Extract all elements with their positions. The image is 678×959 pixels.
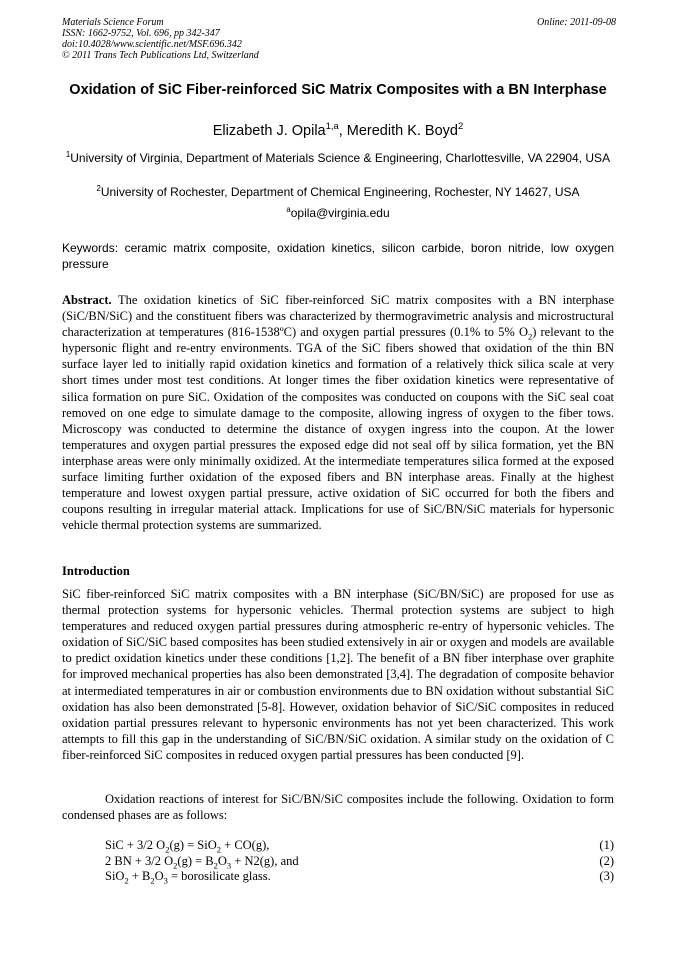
subscript: 2 <box>173 860 178 871</box>
equation-text: 2 BN + 3/2 O <box>105 854 174 868</box>
subscript: 2 <box>216 844 222 855</box>
email-mark: a <box>286 205 291 214</box>
equation-number: (2) <box>599 854 614 868</box>
email-address[interactable]: opila@virginia.edu <box>290 206 390 220</box>
equation-2 <box>105 854 614 869</box>
copyright-line: © 2011 Trans Tech Publications Ltd, Switzerland <box>62 50 259 61</box>
equation-text: O <box>154 869 164 883</box>
contact-email <box>62 205 614 221</box>
affiliation-mark: 2 <box>96 184 101 193</box>
affiliation-text: University of Virginia, Department of Materials Science & Engineering, Charlottesville, VA 22904, USA <box>70 151 611 165</box>
equation-text: + CO(g), <box>221 838 270 852</box>
equation-text: + N2(g), and <box>231 854 299 868</box>
subscript: 2 <box>124 875 129 886</box>
equation-text: SiC + 3/2 O <box>105 838 166 852</box>
abstract <box>62 292 614 533</box>
equation-text: (g) = B <box>177 854 214 868</box>
online-date-text: Online: 2011-09-08 <box>537 17 616 28</box>
intro-paragraph-2: Oxidation reactions of interest for SiC/BN/SiC composites include the following. Oxidation to form condensed phases are as follows: <box>62 792 614 823</box>
journal-header <box>62 17 259 61</box>
author-affiliation-mark: 1,a <box>325 120 339 132</box>
affiliation-mark: 1 <box>65 150 71 159</box>
subscript: 3 <box>226 860 232 871</box>
doi-line: doi:10.4028/www.scientific.net/MSF.696.342 <box>62 39 242 50</box>
equation-3 <box>105 869 614 884</box>
author-name: Elizabeth J. Opila <box>212 123 326 139</box>
issn-line: ISSN: 1662-9752, Vol. 696, pp 342-347 <box>62 28 220 39</box>
equation-1 <box>105 838 614 853</box>
affiliation-1 <box>62 150 614 166</box>
equation-number: (3) <box>599 869 614 883</box>
online-date <box>537 17 616 28</box>
subscript: 2 <box>213 860 218 871</box>
abstract-text: ) relevant to the hypersonic flight and re-entry environments. TGA of the SiC fibers showed that oxidation of the thin BN surface layer led to initially rapid oxidation kinetics and formation of a relatively thick silica scale at very short times under most test conditions. At longer times the fiber oxidation kinetics were representative of silica formation on pure SiC. Oxidation of the composites was conducted on coupons with the SiC seal coat removed on one edge to simulate damage to the composite, allowing ingress of oxygen to the fiber tows. Microscopy was conducted to determine the distance of oxygen ingress into the coupon. At the lower temperatures and oxygen partial pressures the exposed edge did not seal off by silica formation, yet the BN interphase areas were only minimally oxidized. At the intermediate temperatures silica formed at the exposed surface limiting further oxidation of the exposed fibers and BN interphase areas. Finally at the highest temperature and lowest oxygen partial pressure, active oxidation of SiC occurred for both the fibers and coupons resulting in irregular material attack. Implications for use of SiC/BN/SiC materials for hypersonic vehicle thermal protection systems are summarized. <box>62 325 614 533</box>
section-heading: Introduction <box>62 564 130 578</box>
author-list <box>62 121 614 141</box>
affiliation-2 <box>62 184 614 200</box>
equation-text: (g) = SiO <box>169 838 217 852</box>
paper-title: Oxidation of SiC Fiber-reinforced SiC Matrix Composites with a BN Interphase <box>69 82 607 98</box>
author-affiliation-mark: 2 <box>457 120 464 132</box>
author-name: Meredith K. Boyd <box>346 123 458 139</box>
equation-number: (1) <box>599 838 614 852</box>
journal-name: Materials Science Forum <box>62 17 164 28</box>
intro-paragraph-1: SiC fiber-reinforced SiC matrix composites with a BN interphase (SiC/BN/SiC) are proposed for use as thermal protection systems for hypersonic vehicles. Thermal protection systems are subject to high temperatures and reduced oxygen partial pressures during atmospheric re-entry of hypersonic vehicles. The oxidation of SiC/SiC based composites has been studied extensively in air or oxygen and models are available to predict oxidation kinetics under these conditions [1,2]. The benefit of a BN fiber interphase over graphite for improved mechanical properties has also been demonstrated [3,4]. The degradation of composite behavior at intermediated temperatures in air or combustion environments due to BN oxidation without substantial SiC oxidation has also been demonstrated [5-8]. However, oxidation behavior of SiC/SiC composites in reduced oxidation partial pressures relevant to hypersonic environments has not yet been characterized. This work attempts to fill this gap in the understanding of SiC/BN/SiC oxidation. A similar study on the oxidation of C fiber-reinforced SiC composites in reduced oxygen partial pressures has been conducted [9]. <box>62 587 614 762</box>
keywords: Keywords: ceramic matrix composite, oxidation kinetics, silicon carbide, boron nitride, low oxygen pressure <box>62 241 614 271</box>
subscript: 2 <box>527 331 533 342</box>
equation-text: SiO <box>105 869 125 883</box>
author-separator: , <box>338 123 347 139</box>
equation-text: + B <box>128 869 151 883</box>
abstract-text: The oxidation kinetics of SiC fiber-reinforced SiC matrix composites with a BN interphase (SiC/BN/SiC) and the constituent fibers was characterized by thermogravimetric analysis and microstructural characterization at temperatures (816-1538ºC) and oxygen partial pressures (0.1% to 5% O <box>62 293 614 340</box>
equation-text: = borosilicate glass. <box>167 869 271 883</box>
subscript: 3 <box>163 875 168 886</box>
subscript: 2 <box>165 844 170 855</box>
abstract-label: Abstract. <box>62 293 112 307</box>
subscript: 2 <box>150 875 155 886</box>
affiliation-text: University of Rochester, Department of Chemical Engineering, Rochester, NY 14627, USA <box>100 185 580 199</box>
equation-text: O <box>217 854 227 868</box>
